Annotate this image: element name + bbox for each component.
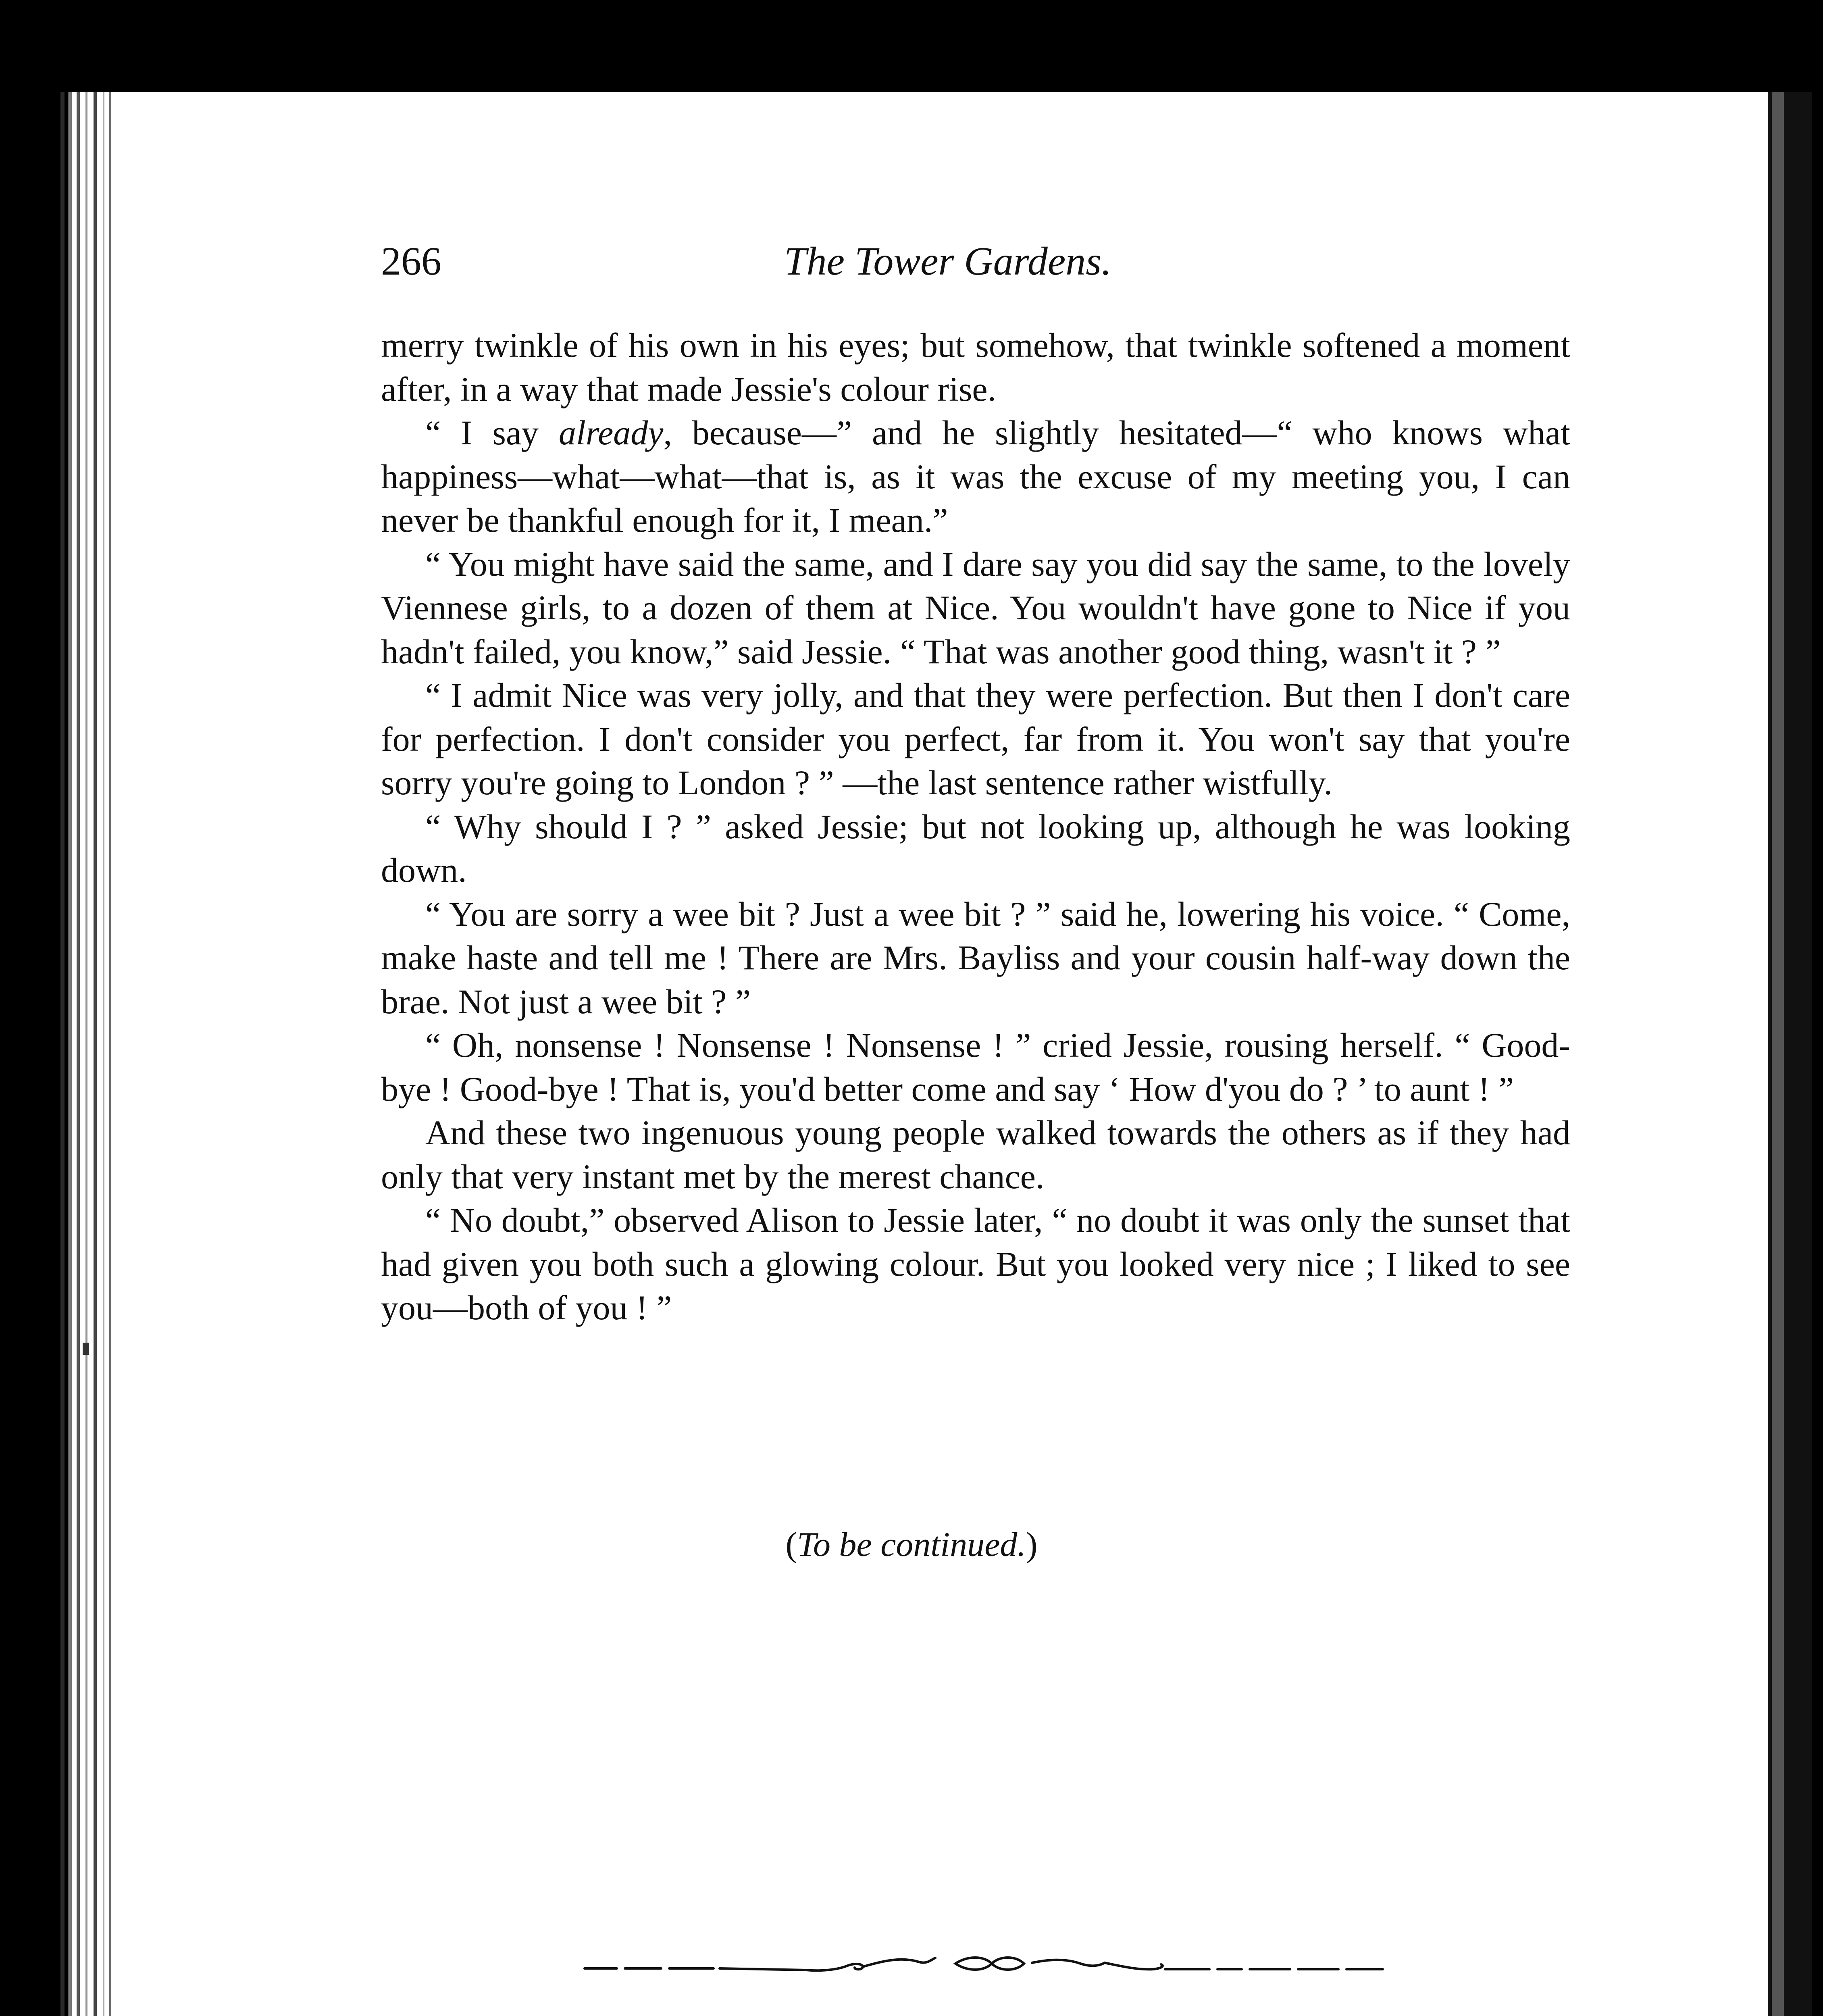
paragraph: merry twinkle of his own in his eyes; but somehow, that twinkle softened a moment after, in a way that made Jessie's colour rise. [381, 326, 1570, 408]
page-edge-line [85, 92, 87, 2016]
continued-text: To be continued. [797, 1525, 1026, 1564]
paragraph: “ Oh, nonsense ! Nonsense ! Nonsense ! ” cried Jessie, rousing herself. “ Good-bye ! Good-bye ! That is, you'd better come and say ‘ How d'you do ? ’ to aunt ! ” [381, 1026, 1570, 1108]
page-edge-line [77, 92, 80, 2016]
divider-right-flourish [1105, 1963, 1163, 1969]
paragraph: “ I say already, because—” and he slightly hesitated—“ who knows what happiness—what—what—that is, as it was the excuse of my meeting you, I can never be thankful enough for it, I mean.” [381, 413, 1571, 539]
paragraph: “ I admit Nice was very jolly, and that they were perfection. But then I don't care for perfection. I don't consider you perfect, far from it. You won't say that you're sorry you're going to London ? ” —the last sentence rather wistfully. [381, 676, 1570, 802]
running-title: The Tower Gardens. [784, 239, 1112, 283]
right-page-edge-inner [1772, 92, 1784, 2016]
page-header [381, 238, 1570, 286]
divider-left-curl [863, 1958, 935, 1967]
continued-open-paren: ( [785, 1525, 797, 1564]
divider-right-curl [1032, 1960, 1105, 1966]
binding-mark [83, 1343, 89, 1355]
continued-close-paren: ) [1026, 1525, 1038, 1564]
to-be-continued [0, 1524, 1823, 1564]
page-edge-line [94, 92, 97, 2016]
body-text [381, 323, 1570, 1330]
ornamental-divider [581, 1943, 1387, 1992]
paragraph: “ You are sorry a wee bit ? Just a wee bit ? ” said he, lowering his voice. “ Come, make haste and tell me ! There are Mrs. Bayliss and your cousin half-way down the brae. Not just a wee bit ? ” [381, 894, 1570, 1021]
divider-left-flourish [806, 1964, 863, 1970]
divider-center-knot [955, 1958, 1024, 1970]
page-edge-line [109, 92, 111, 2016]
page-edge-line [103, 92, 104, 2016]
page-edge-line [69, 92, 72, 2016]
page-edge-line [60, 92, 65, 2016]
paragraph: “ No doubt,” observed Alison to Jessie later, “ no doubt it was only the sunset that had given you both such a glowing colour. But you looked very nice ; I liked to see you—both of you ! ” [381, 1201, 1570, 1327]
paragraph: “ You might have said the same, and I dare say you did say the same, to the lovely Viennese girls, to a dozen of them at Nice. You wouldn't have gone to Nice if you hadn't failed, you know,” said Jessie. “ That was another good thing, wasn't it ? ” [381, 544, 1570, 671]
divider-left-dashes [585, 1968, 806, 1970]
paragraph: And these two ingenuous young people walked towards the others as if they had only that very instant met by the merest chance. [381, 1113, 1570, 1196]
emphasis: already [558, 413, 664, 452]
paragraph: “ Why should I ? ” asked Jessie; but not looking up, although he was looking down. [381, 807, 1570, 889]
page-number: 266 [381, 239, 441, 283]
